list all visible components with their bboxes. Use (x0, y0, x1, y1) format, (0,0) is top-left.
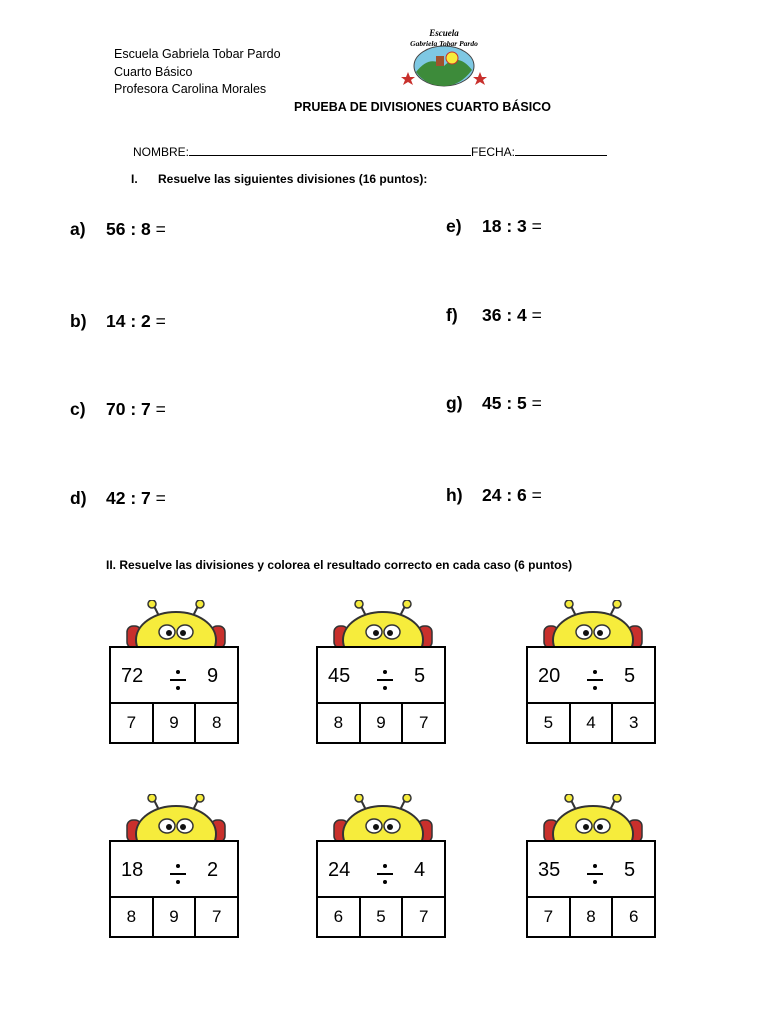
school-name: Escuela Gabriela Tobar Pardo (114, 47, 281, 61)
division-box (109, 646, 239, 744)
answer-option[interactable]: 5 (361, 898, 404, 936)
divisor: 5 (624, 665, 636, 687)
division-problem (111, 648, 237, 704)
dividend: 18 (121, 859, 144, 881)
answer-options (318, 704, 444, 742)
division-card-2 (316, 600, 450, 750)
yellow-monster-icon (330, 794, 436, 844)
division-card-6 (526, 794, 660, 944)
exercise-letter: g) (446, 393, 463, 413)
division-problem (111, 842, 237, 898)
answer-option[interactable]: 8 (111, 898, 154, 936)
exercise-h (446, 485, 542, 506)
divisor: 2 (207, 859, 219, 881)
exercise-expression: 56 : 8 (106, 219, 151, 239)
division-card-3 (526, 600, 660, 750)
yellow-monster-icon (123, 794, 229, 844)
exercise-e (446, 216, 542, 237)
yellow-monster-icon (123, 600, 229, 650)
division-card-1 (109, 600, 243, 750)
divisor: 4 (414, 859, 426, 881)
section-1-number: I. (131, 172, 138, 186)
division-problem (528, 648, 654, 704)
school-info (114, 46, 281, 99)
exercise-expression: 70 : 7 (106, 399, 151, 419)
division-problem (528, 842, 654, 898)
division-box (316, 840, 446, 938)
exercise-expression: 45 : 5 (482, 393, 527, 413)
equals-sign: = (526, 305, 542, 325)
exercise-letter: c) (70, 399, 86, 419)
division-sign-icon (586, 862, 604, 886)
name-label: NOMBRE: (133, 145, 190, 159)
answer-option[interactable]: 7 (418, 907, 429, 926)
exercise-expression: 18 : 3 (482, 216, 527, 236)
equals-sign: = (526, 485, 542, 505)
section-1-heading (131, 172, 427, 186)
student-form (133, 143, 607, 159)
exercise-expression: 42 : 7 (106, 488, 151, 508)
answer-option[interactable]: 8 (211, 713, 222, 732)
answer-option[interactable]: 6 (628, 907, 639, 926)
yellow-monster-icon (330, 600, 436, 650)
answer-option[interactable]: 9 (361, 704, 404, 742)
exercise-letter: h) (446, 485, 463, 505)
logo-text-bottom: Gabriela Tobar Pardo (410, 39, 478, 48)
divisor: 5 (624, 859, 636, 881)
logo-text-top: Escuela (429, 28, 459, 38)
exercise-letter: e) (446, 216, 462, 236)
division-box (526, 646, 656, 744)
answer-option[interactable]: 7 (211, 907, 222, 926)
page-title: PRUEBA DE DIVISIONES CUARTO BÁSICO (294, 100, 551, 114)
answer-option[interactable]: 6 (318, 898, 361, 936)
exercise-letter: f) (446, 305, 458, 325)
grade-label: Cuarto Básico (114, 64, 193, 79)
exercise-f (446, 305, 542, 326)
division-box (109, 840, 239, 938)
answer-option[interactable]: 7 (528, 898, 571, 936)
answer-option[interactable]: 8 (571, 898, 614, 936)
exercise-a (70, 219, 166, 240)
equals-sign: = (150, 311, 166, 331)
division-card-4 (109, 794, 243, 944)
answer-options (111, 704, 237, 742)
exercise-expression: 24 : 6 (482, 485, 527, 505)
division-sign-icon (169, 862, 187, 886)
exercise-letter: a) (70, 219, 86, 239)
yellow-monster-icon (540, 600, 646, 650)
dividend: 24 (328, 859, 351, 881)
dividend: 20 (538, 665, 561, 687)
division-sign-icon (586, 668, 604, 692)
answer-option[interactable]: 7 (111, 704, 154, 742)
answer-option[interactable]: 7 (418, 713, 429, 732)
division-card-5 (316, 794, 450, 944)
answer-option[interactable]: 3 (628, 713, 639, 732)
exercise-d (70, 488, 166, 509)
answer-option[interactable]: 9 (154, 898, 197, 936)
division-sign-icon (376, 668, 394, 692)
school-logo (400, 26, 488, 90)
name-field-line[interactable] (189, 143, 471, 156)
division-problem (318, 648, 444, 704)
section-2-instruction: II. Resuelve las divisiones y colorea el resultado correcto en cada caso (6 puntos) (106, 558, 573, 572)
dividend: 72 (121, 665, 144, 687)
divisor: 9 (207, 665, 219, 687)
equals-sign: = (526, 393, 542, 413)
division-sign-icon (169, 668, 187, 692)
dividend: 35 (538, 859, 561, 881)
answer-options (528, 898, 654, 936)
equals-sign: = (150, 219, 166, 239)
division-sign-icon (376, 862, 394, 886)
equals-sign: = (150, 488, 166, 508)
exercise-c (70, 399, 166, 420)
answer-options (318, 898, 444, 936)
equals-sign: = (526, 216, 542, 236)
exercise-b (70, 311, 166, 332)
section-1-instruction: Resuelve las siguientes divisiones (16 puntos): (158, 172, 428, 186)
yellow-monster-icon (540, 794, 646, 844)
date-label: FECHA: (471, 145, 516, 159)
division-box (316, 646, 446, 744)
exercise-letter: b) (70, 311, 87, 331)
answer-option[interactable]: 9 (154, 704, 197, 742)
exercise-g (446, 393, 542, 414)
date-field-line[interactable] (515, 143, 607, 156)
answer-option[interactable]: 4 (571, 704, 614, 742)
division-problem (318, 842, 444, 898)
answer-options (111, 898, 237, 936)
answer-option[interactable]: 5 (528, 704, 571, 742)
equals-sign: = (150, 399, 166, 419)
exercise-expression: 14 : 2 (106, 311, 151, 331)
division-box (526, 840, 656, 938)
divisor: 5 (414, 665, 426, 687)
exercise-letter: d) (70, 488, 87, 508)
answer-options (528, 704, 654, 742)
teacher-name: Profesora Carolina Morales (114, 82, 267, 96)
exercise-expression: 36 : 4 (482, 305, 527, 325)
dividend: 45 (328, 665, 351, 687)
answer-option[interactable]: 8 (318, 704, 361, 742)
